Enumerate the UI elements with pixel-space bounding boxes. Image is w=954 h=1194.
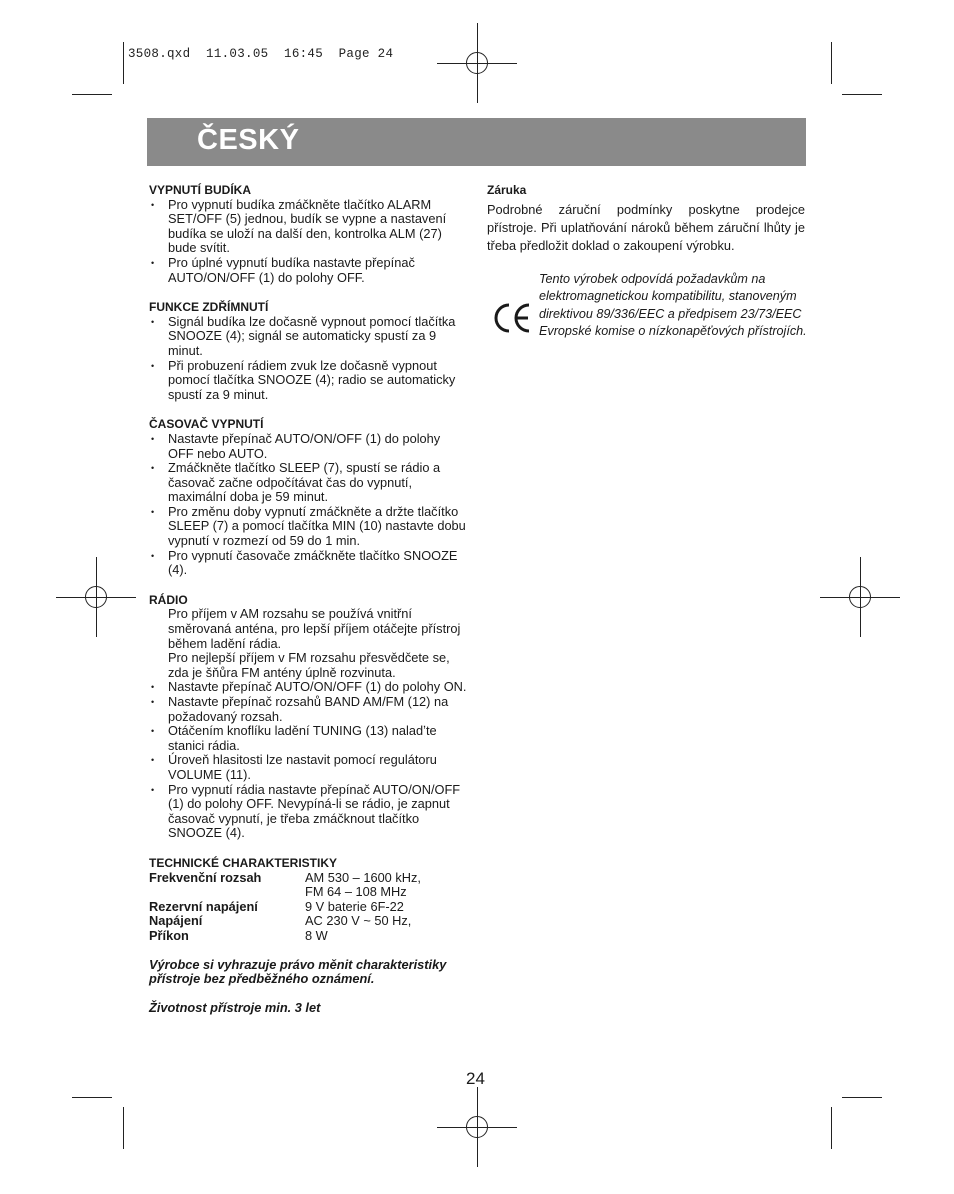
warranty-text: Podrobné záruční podmínky poskytne prodejce přístroje. Při uplatňování nároků během záruční lhůty je třeba předložit doklad o zakoupení výrobku. [487, 202, 805, 253]
list-item: • Pro úplné vypnutí budíka nastavte přepínač AUTO/ON/OFF (1) do polohy OFF. [149, 256, 467, 285]
manufacturer-note: Výrobce si vyhrazuje právo měnit charakteristiky přístroje bez předběžného oznámení. [149, 956, 447, 987]
crop-mark [831, 1107, 832, 1149]
spec-value: 8 W [305, 927, 328, 943]
spec-value: AC 230 V ~ 50 Hz, [305, 913, 412, 929]
spec-key: Napájení [149, 913, 203, 929]
section-heading-sleep-timer: ČASOVAČ VYPNUTÍ [149, 417, 264, 432]
spec-key: Rezervní napájení [149, 898, 258, 914]
section-heading-snooze: FUNKCE ZDŘÍMNUTÍ [149, 300, 269, 315]
spec-key [149, 885, 305, 900]
list-item: • Při probuzení rádiem zvuk lze dočasně vypnout pomocí tlačítka SNOOZE (4); radio se automaticky spustí za 9 minut. [149, 359, 467, 403]
language-banner [147, 118, 806, 166]
section-heading-warranty: Záruka [487, 183, 527, 197]
radio-intro-am: Pro příjem v AM rozsahu se používá vnitřní směrovaná anténa, pro lepší příjem otáčejte přístroj během ladění rádia. [168, 606, 461, 651]
spec-value: 9 V baterie 6F-22 [305, 898, 404, 914]
list-item: • Pro vypnutí budíka zmáčkněte tlačítko ALARM SET/OFF (5) jednou, budík se vypne a nastavení budíka se uloží na další den, kontrolka ALM (27) bude svítit. [149, 198, 467, 256]
list-item: • Pro vypnutí časovače zmáčkněte tlačítko SNOOZE (4). [149, 549, 467, 578]
list-item: • Zmáčkněte tlačítko SLEEP (7), spustí se rádio a časovač začne odpočítávat čas do vypnutí, maximální doba je 59 minut. [149, 461, 467, 505]
crop-mark [842, 94, 882, 95]
list-item: • Nastavte přepínač rozsahů BAND AM/FM (12) na požadovaný rozsah. [149, 695, 467, 724]
sleep-timer-list [149, 432, 467, 578]
section-heading-technical: TECHNICKÉ CHARAKTERISTIKY [149, 855, 338, 870]
list-item: • Nastavte přepínač AUTO/ON/OFF (1) do polohy ON. [149, 680, 467, 695]
spec-key: Frekvenční rozsah [149, 869, 262, 885]
print-slug: 3508.qxd 11.03.05 16:45 Page 24 [128, 47, 394, 61]
list-item: • Úroveň hlasitosti lze nastavit pomocí regulátoru VOLUME (11). [149, 753, 467, 782]
crop-mark [123, 42, 124, 84]
snooze-list [149, 315, 467, 403]
list-item: • Pro změnu doby vypnutí zmáčkněte a držte tlačítko SLEEP (7) a pomocí tlačítka MIN (10) nastavte dobu vypnutí v rozmezí od 59 do 1 min. [149, 505, 467, 549]
spec-value: FM 64 – 108 MHz [305, 884, 407, 900]
section-heading-radio: RÁDIO [149, 592, 188, 607]
spec-value: AM 530 – 1600 kHz, [305, 869, 421, 885]
left-column [149, 183, 467, 1015]
ce-declaration-text: Tento výrobek odpovídá požadavkům na elektromagnetickou kompatibilitu, stanoveným direktivou 89/336/EEC a předpisem 23/73/EEC Evropské komise o nízkonapěťových přístrojích. [539, 272, 807, 338]
ce-mark-icon [491, 301, 533, 335]
alarm-off-list [149, 198, 467, 286]
section-heading-alarm-off: VYPNUTÍ BUDÍKA [149, 183, 252, 197]
crop-mark [842, 1097, 882, 1098]
list-item: • Pro vypnutí rádia nastavte přepínač AUTO/ON/OFF (1) do polohy OFF. Nevypíná-li se rádio, je zapnut časovač vypnutí, je třeba zmáčknout tlačítko SNOOZE (4). [149, 783, 467, 841]
list-item: • Signál budíka lze dočasně vypnout pomocí tlačítka SNOOZE (4); signál se automaticky spustí za 9 minut. [149, 315, 467, 359]
page-number: 24 [466, 1069, 485, 1088]
crop-mark [831, 42, 832, 84]
list-item: • Nastavte přepínač AUTO/ON/OFF (1) do polohy OFF nebo AUTO. [149, 432, 467, 461]
list-item: • Otáčením knoflíku ladění TUNING (13) naladʼte stanici rádia. [149, 724, 467, 753]
banner-title: ČESKÝ [197, 124, 300, 156]
lifetime-note: Životnost přístroje min. 3 let [149, 999, 321, 1015]
crop-mark [72, 1097, 112, 1098]
spec-key: Příkon [149, 927, 189, 943]
crop-mark [72, 94, 112, 95]
radio-list [149, 680, 467, 841]
spec-table [149, 871, 467, 944]
crop-mark [123, 1107, 124, 1149]
radio-intro-fm: Pro nejlepší příjem v FM rozsahu přesvědčete se, zda je šňůra FM antény úplně rozvinuta. [168, 650, 450, 680]
right-column [487, 183, 805, 255]
